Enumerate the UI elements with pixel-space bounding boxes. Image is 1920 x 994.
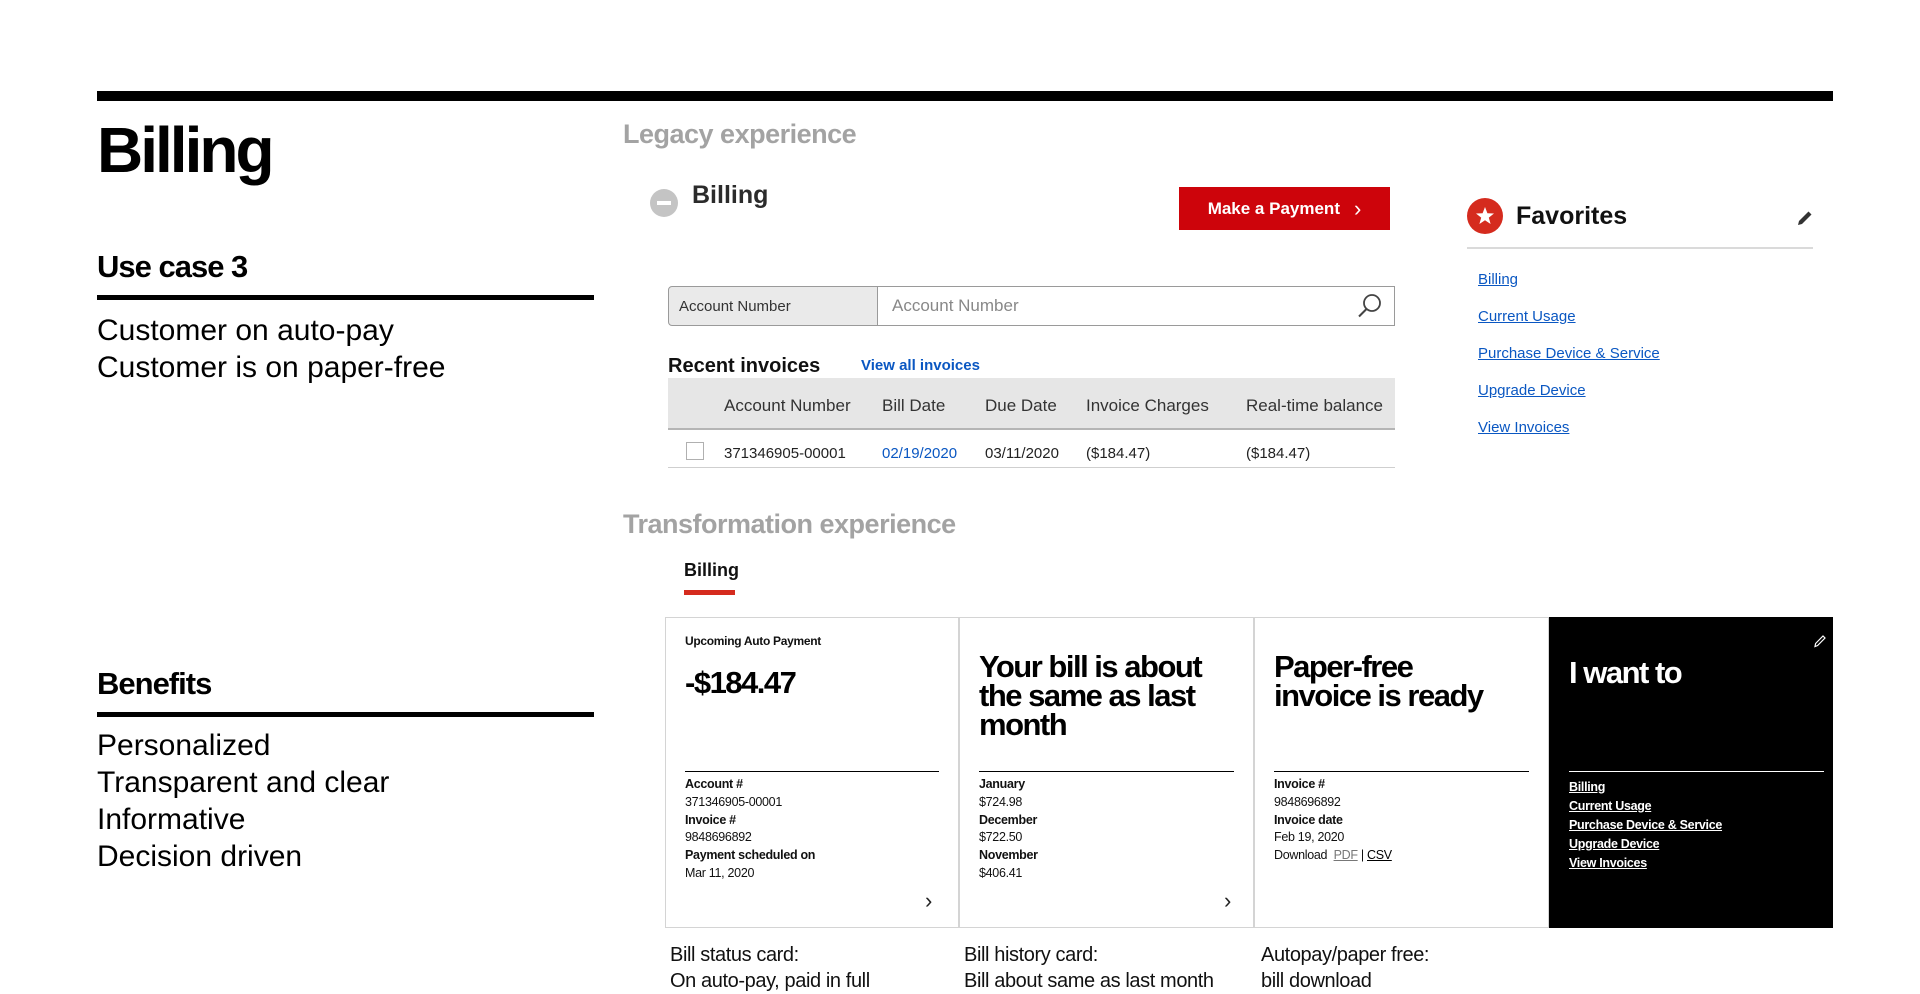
benefit-item: Personalized <box>97 729 271 762</box>
tab-billing[interactable]: Billing <box>684 560 739 580</box>
csv-download-link[interactable]: CSV <box>1367 848 1392 863</box>
col-invoice-charges[interactable]: Invoice Charges <box>1086 396 1209 415</box>
card-headline <box>979 649 1202 742</box>
caption-line: Bill status card: <box>670 944 799 966</box>
use-case-item: Customer is on paper-free <box>97 351 446 384</box>
view-all-invoices-link[interactable]: View all invoices <box>861 357 980 374</box>
caption-paper-free <box>1261 942 1429 994</box>
iwant-link-purchase-device[interactable]: Purchase Device & Service <box>1569 817 1723 832</box>
headline-line: month <box>979 707 1067 742</box>
caption-bill-history <box>964 942 1214 994</box>
download-row <box>1274 847 1392 865</box>
legacy-billing-title: Billing <box>692 181 769 209</box>
star-icon <box>1467 198 1503 234</box>
bill-history-card[interactable] <box>959 617 1254 928</box>
card-headline <box>1274 649 1483 713</box>
headline-line: Paper-free <box>1274 649 1413 684</box>
invoice-bill-date-link[interactable]: 02/19/2020 <box>882 445 958 462</box>
field-label: Account # <box>685 777 743 791</box>
card-amount: -$184.47 <box>685 665 796 700</box>
invoice-row-divider <box>668 467 1395 468</box>
invoice-row-checkbox[interactable] <box>686 442 704 460</box>
headline-line: invoice is ready <box>1274 678 1483 713</box>
iwant-link-current-usage[interactable]: Current Usage <box>1569 798 1652 813</box>
field-label: Invoice date <box>1274 812 1343 827</box>
field-value: Feb 19, 2020 <box>1274 830 1345 845</box>
pdf-download-link[interactable]: PDF <box>1333 848 1358 863</box>
invoice-due-date: 03/11/2020 <box>985 445 1059 462</box>
benefits-rule <box>97 712 594 717</box>
invoice-balance: ($184.47) <box>1246 445 1311 462</box>
page-title: Billing <box>97 114 272 186</box>
field-label: November <box>979 848 1038 863</box>
col-bill-date[interactable]: Bill Date <box>882 396 946 415</box>
caption-line: Bill history card: <box>964 944 1098 966</box>
i-want-to-links <box>1569 778 1722 873</box>
paper-free-card[interactable] <box>1254 617 1549 928</box>
account-number-input[interactable] <box>878 286 1395 326</box>
minus-circle-icon[interactable] <box>650 189 678 217</box>
field-value: $406.41 <box>979 865 1023 880</box>
favorites-title: Favorites <box>1516 202 1628 230</box>
favorite-link-upgrade-device[interactable]: Upgrade Device <box>1478 382 1586 399</box>
card-divider <box>1274 771 1529 772</box>
field-label: Invoice # <box>1274 777 1325 791</box>
chevron-right-icon[interactable]: › <box>1224 888 1232 913</box>
pencil-icon[interactable] <box>1812 633 1828 649</box>
favorite-link-current-usage[interactable]: Current Usage <box>1478 308 1576 325</box>
field-value: $722.50 <box>979 830 1023 845</box>
make-payment-button[interactable] <box>1179 187 1390 230</box>
i-want-to-card <box>1549 617 1833 928</box>
card-divider <box>979 771 1234 772</box>
favorites-divider <box>1467 247 1813 249</box>
field-label: Payment scheduled on <box>685 848 816 863</box>
card-fields <box>685 776 815 883</box>
card-fields <box>1274 776 1392 865</box>
field-value: 9848696892 <box>685 830 752 845</box>
use-case-item: Customer on auto-pay <box>97 314 394 347</box>
chevron-right-icon[interactable]: › <box>925 888 933 913</box>
benefits-list <box>97 727 389 875</box>
use-case-heading: Use case 3 <box>97 249 248 284</box>
field-value: Mar 11, 2020 <box>685 865 755 880</box>
benefit-item: Transparent and clear <box>97 766 390 799</box>
caption-line: bill download <box>1261 970 1372 992</box>
make-payment-label: Make a Payment <box>1207 198 1340 218</box>
card-eyebrow: Upcoming Auto Payment <box>685 634 821 648</box>
benefit-item: Decision driven <box>97 840 303 873</box>
legacy-section-label: Legacy experience <box>623 119 857 149</box>
download-label: Download <box>1274 848 1328 863</box>
chevron-right-icon: › <box>1353 195 1362 221</box>
col-account-number[interactable]: Account Number <box>724 396 851 415</box>
pencil-icon[interactable] <box>1794 207 1816 229</box>
field-value: 371346905-00001 <box>685 794 782 809</box>
download-separator: | <box>1360 848 1364 863</box>
benefits-heading: Benefits <box>97 666 212 701</box>
invoice-account: 371346905-00001 <box>724 445 846 462</box>
account-number-label: Account Number <box>668 286 878 326</box>
top-rule <box>97 91 1833 101</box>
caption-line: On auto-pay, paid in full <box>670 970 870 992</box>
iwant-link-view-invoices[interactable]: View Invoices <box>1569 855 1647 870</box>
caption-line: Autopay/paper free: <box>1261 944 1430 966</box>
iwant-link-billing[interactable]: Billing <box>1569 780 1606 794</box>
headline-line: Your bill is about <box>979 649 1202 684</box>
transformation-section-label: Transformation experience <box>623 509 956 539</box>
benefit-item: Informative <box>97 803 246 836</box>
field-label: January <box>979 777 1025 791</box>
caption-line: Bill about same as last month <box>964 970 1214 992</box>
search-icon[interactable] <box>1356 292 1384 320</box>
use-case-list <box>97 312 446 386</box>
use-case-rule <box>97 295 594 300</box>
caption-bill-status <box>670 942 870 994</box>
bill-status-card[interactable] <box>665 617 959 928</box>
card-fields <box>979 776 1038 883</box>
card-headline: I want to <box>1569 655 1682 690</box>
recent-invoices-title: Recent invoices <box>668 355 821 377</box>
favorite-link-view-invoices[interactable]: View Invoices <box>1478 419 1570 436</box>
favorite-link-billing[interactable]: Billing <box>1478 271 1519 288</box>
tab-active-indicator <box>684 590 735 595</box>
field-label: December <box>979 812 1038 827</box>
field-value: 9848696892 <box>1274 794 1341 809</box>
col-due-date[interactable]: Due Date <box>985 396 1057 415</box>
field-label: Invoice # <box>685 812 736 827</box>
iwant-link-upgrade-device[interactable]: Upgrade Device <box>1569 836 1660 851</box>
col-realtime-balance[interactable]: Real-time balance <box>1246 396 1384 415</box>
field-value: $724.98 <box>979 794 1023 809</box>
headline-line: the same as last <box>979 678 1195 713</box>
invoice-charges: ($184.47) <box>1086 445 1151 462</box>
favorite-link-purchase-device[interactable]: Purchase Device & Service <box>1478 345 1660 362</box>
card-divider <box>1569 771 1824 772</box>
card-divider <box>685 771 939 772</box>
